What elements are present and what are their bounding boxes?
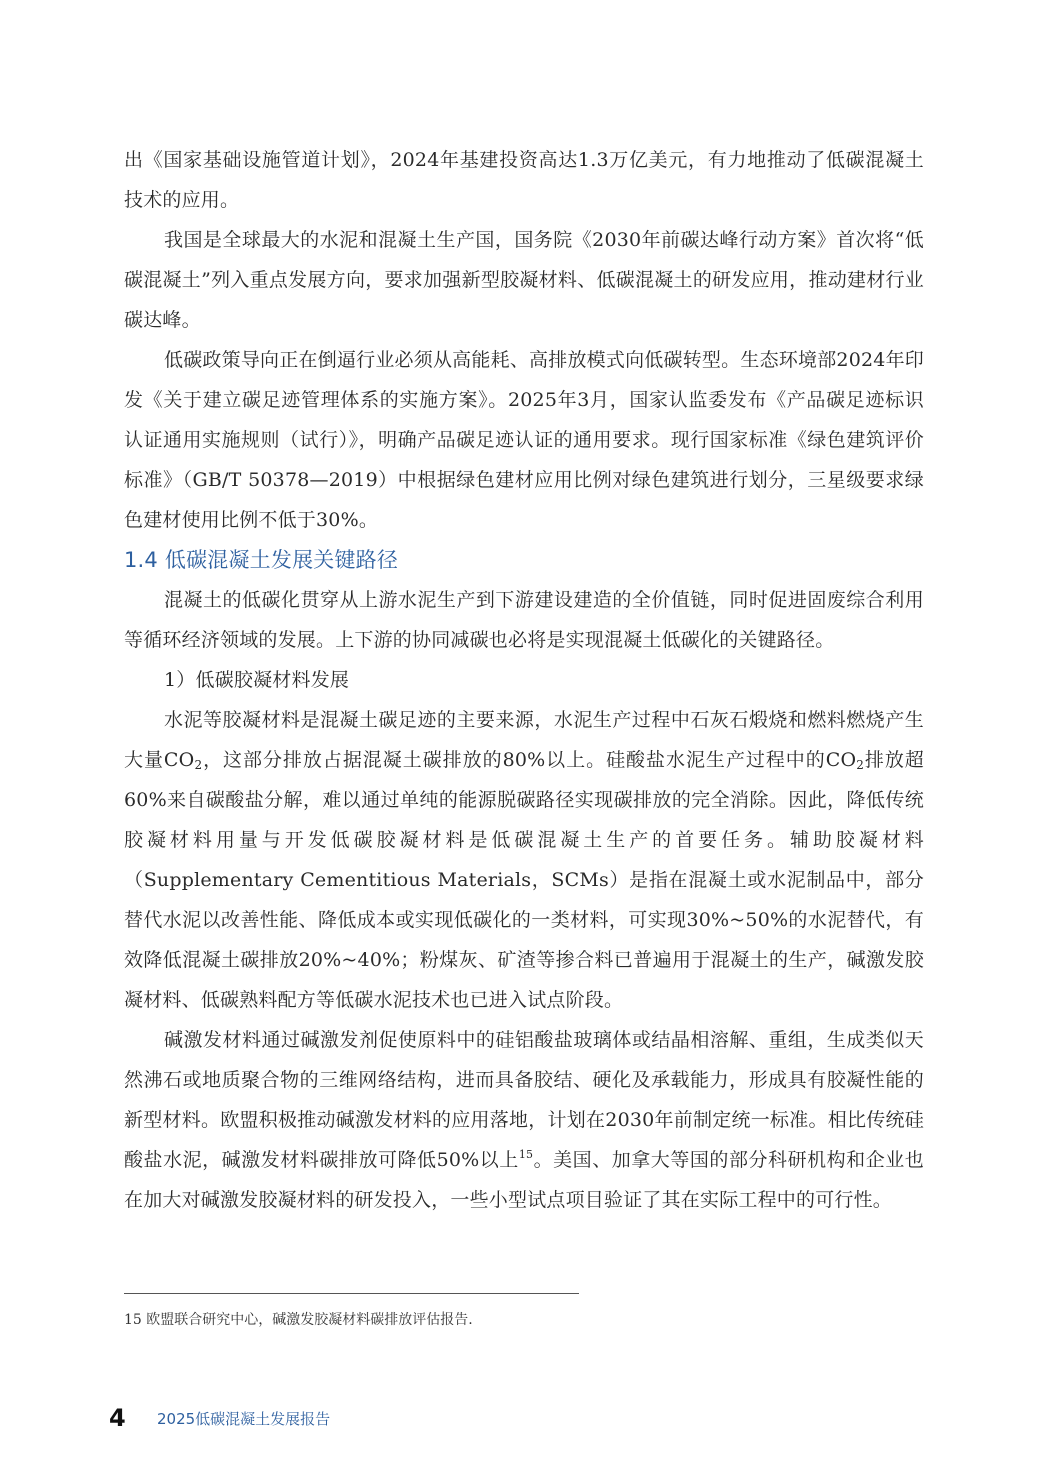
- footnote: 15 欧盟联合研究中心，碱激发胶凝材料碳排放评估报告.: [124, 1312, 473, 1328]
- paragraph-5-part-b: ，这部分排放占据混凝土碳排放的80%以上。硅酸盐水泥生产过程中的CO: [202, 749, 857, 771]
- footnote-reference[interactable]: 15: [518, 1148, 534, 1161]
- paragraph-3: 低碳政策导向正在倒逼行业必须从高能耗、高排放模式向低碳转型。生态环境部2024年印发《关于建立碳足迹管理体系的实施方案》。2025年3月，国家认监委发布《产品碳足迹标识认证通用实施规则（试行）》，明确产品碳足迹认证的通用要求。现行国家标准《绿色建筑评价标准》（GB/T 50378—2019）中根据绿色建材应用比例对绿色建筑进行划分，三星级要求绿色建材使用比例不低于30%。: [124, 349, 924, 531]
- paragraph-5: [124, 700, 924, 1020]
- body-text: [124, 140, 924, 1220]
- paragraph-5-part-c: 排放超60%来自碳酸盐分解，难以通过单纯的能源脱碳路径实现碳排放的完全消除。因此，降低传统胶凝材料用量与开发低碳胶凝材料是低碳混凝土生产的首要任务。辅助胶凝材料（Supplementary Cementitious Materials，SCMs）是指在混凝土或水泥制品中，部分替代水泥以改善性能、降低成本或实现低碳化的一类材料，可实现30%~50%的水泥替代，有效降低混凝土碳排放20%~40%；粉煤灰、矿渣等掺合料已普遍用于混凝土的生产，碱激发胶凝材料、低碳熟料配方等低碳水泥技术也已进入试点阶段。: [124, 749, 924, 1011]
- page-number: 4: [109, 1404, 126, 1432]
- section-heading: 1.4 低碳混凝土发展关键路径: [124, 548, 399, 572]
- co2-subscript: 2: [194, 758, 203, 772]
- paragraph-6: [124, 1020, 924, 1220]
- co2-subscript: 2: [856, 758, 865, 772]
- paragraph-6-part-b: 。美国、加拿大等国的部分科研机构和企业也在加大对碱激发胶凝材料的研发投入，一些小型试点项目验证了其在实际工程中的可行性。: [124, 1149, 924, 1211]
- paragraph-2: 我国是全球最大的水泥和混凝土生产国，国务院《2030年前碳达峰行动方案》首次将“低碳混凝土”列入重点发展方向，要求加强新型胶凝材料、低碳混凝土的研发应用，推动建材行业碳达峰。: [124, 229, 924, 331]
- page-footer: [109, 1400, 330, 1436]
- paragraph-1: 出《国家基础设施管道计划》，2024年基建投资高达1.3万亿美元，有力地推动了低碳混凝土技术的应用。: [124, 149, 924, 211]
- paragraph-5-part-a: 水泥等胶凝材料是混凝土碳足迹的主要来源，水泥生产过程中石灰石煅烧和燃料燃烧产生大量CO: [124, 709, 924, 771]
- paragraph-6-part-a: 碱激发材料通过碱激发剂促使原料中的硅铝酸盐玻璃体或结晶相溶解、重组，生成类似天然沸石或地质聚合物的三维网络结构，进而具备胶结、硬化及承载能力，形成具有胶凝性能的新型材料。欧盟积极推动碱激发材料的应用落地，计划在2030年前制定统一标准。相比传统硅酸盐水泥，碱激发材料碳排放可降低50%以上: [124, 1029, 924, 1171]
- subheading-1: 1）低碳胶凝材料发展: [164, 669, 350, 691]
- paragraph-4: 混凝土的低碳化贯穿从上游水泥生产到下游建设建造的全价值链，同时促进固废综合利用等循环经济领域的发展。上下游的协同减碳也必将是实现混凝土低碳化的关键路径。: [124, 589, 924, 651]
- running-title: 2025低碳混凝土发展报告: [157, 1409, 331, 1428]
- footnote-divider: [124, 1293, 579, 1294]
